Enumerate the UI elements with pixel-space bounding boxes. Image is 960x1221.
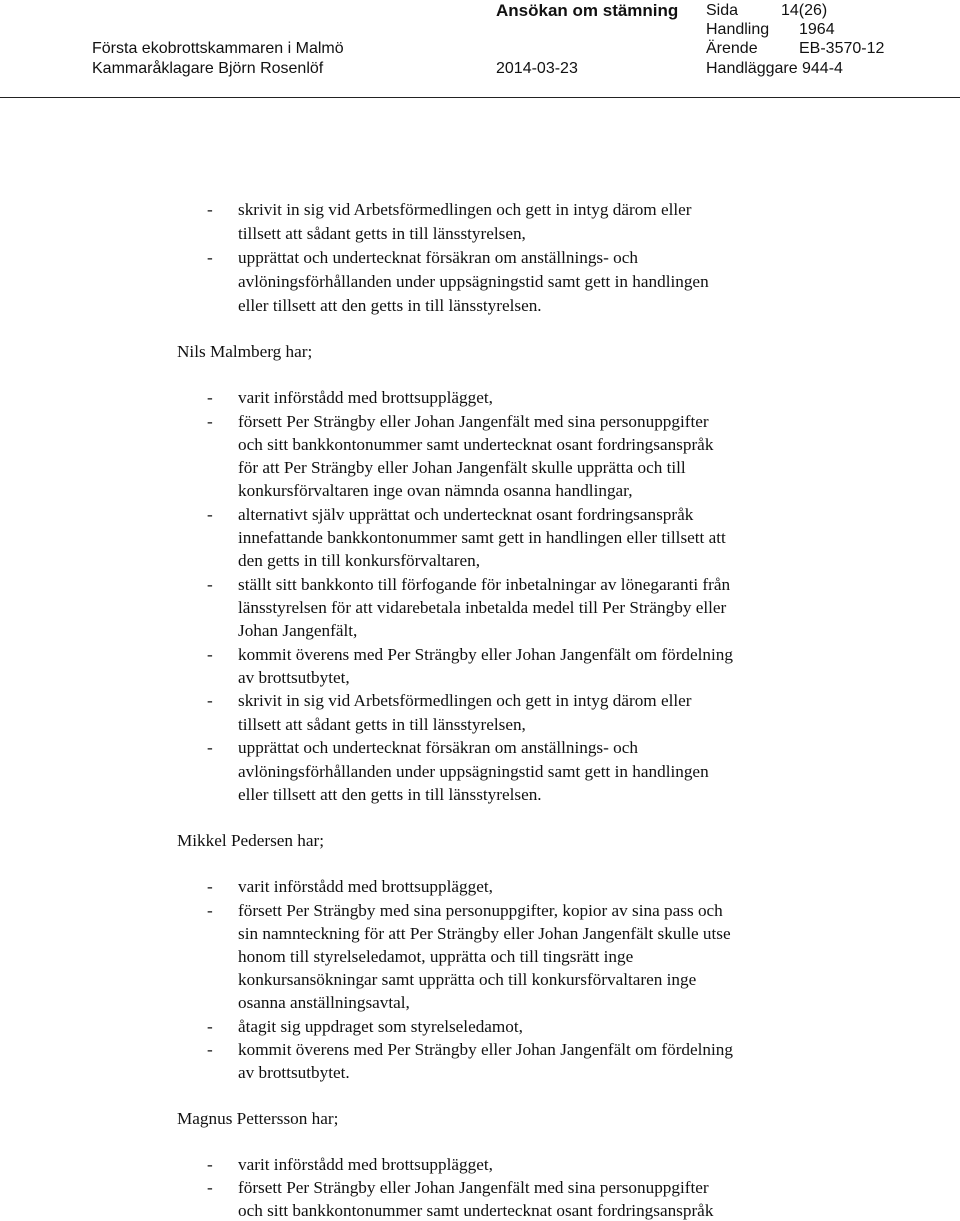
body-line: försett Per Strängby eller Johan Jangenfält med sina personuppgifter: [238, 1178, 709, 1197]
list-dash: -: [207, 1178, 213, 1197]
header-divider: [0, 97, 960, 98]
body-line: den getts in till konkursförvaltaren,: [238, 551, 481, 570]
body-line: avlöningsförhållanden under uppsägningstid samt gett in handlingen: [238, 272, 709, 291]
body-line: konkursförvaltaren inge ovan nämnda osanna handlingar,: [238, 481, 633, 500]
body-line: upprättat och undertecknat försäkran om anställnings- och: [238, 248, 638, 267]
body-line: varit införstådd med brottsupplägget,: [238, 877, 493, 896]
organization-name: Första ekobrottskammaren i Malmö: [92, 40, 344, 57]
list-dash: -: [207, 1155, 213, 1174]
body-line: varit införstådd med brottsupplägget,: [238, 1155, 493, 1174]
list-dash: -: [207, 1017, 213, 1036]
handling-number: 1964: [799, 21, 835, 38]
page-number: 14(26): [781, 2, 828, 19]
body-line: upprättat och undertecknat försäkran om anställnings- och: [238, 738, 638, 757]
person-heading: Nils Malmberg har;: [177, 342, 313, 361]
list-dash: -: [207, 200, 213, 219]
list-dash: -: [207, 645, 213, 664]
document-title: Ansökan om stämning: [496, 1, 679, 20]
list-dash: -: [207, 388, 213, 407]
list-dash: -: [207, 575, 213, 594]
body-line: länsstyrelsen för att vidarebetala inbetalda medel till Per Strängby eller: [238, 598, 727, 617]
body-line: tillsett att sådant getts in till länsstyrelsen,: [238, 715, 526, 734]
handling-label: Handling: [706, 21, 770, 38]
body-line: av brottsutbytet.: [238, 1063, 350, 1082]
case-number: EB-3570-12: [799, 40, 885, 57]
handler-label: Handläggare: [706, 60, 798, 77]
person-heading: Mikkel Pedersen har;: [177, 831, 325, 850]
body-line: av brottsutbytet,: [238, 668, 350, 687]
body-line: försett Per Strängby eller Johan Jangenfält med sina personuppgifter: [238, 412, 709, 431]
list-dash: -: [207, 877, 213, 896]
list-dash: -: [207, 412, 213, 431]
body-line: skrivit in sig vid Arbetsförmedlingen och gett in intyg därom eller: [238, 200, 692, 219]
body-line: innefattande bankkontonummer samt gett in handlingen eller tillsett att: [238, 528, 726, 547]
body-line: Johan Jangenfält,: [238, 621, 358, 640]
body-line: försett Per Strängby med sina personuppgifter, kopior av sina pass och: [238, 901, 723, 920]
body-line: eller tillsett att den getts in till länsstyrelsen.: [238, 296, 542, 315]
body-line: åtagit sig uppdraget som styrelseledamot,: [238, 1017, 523, 1036]
page-label: Sida: [706, 2, 739, 19]
body-line: eller tillsett att den getts in till länsstyrelsen.: [238, 785, 542, 804]
document-date: 2014-03-23: [496, 60, 578, 77]
list-dash: -: [207, 901, 213, 920]
body-line: osanna anställningsavtal,: [238, 993, 410, 1012]
body-line: varit införstådd med brottsupplägget,: [238, 388, 493, 407]
list-dash: -: [207, 248, 213, 267]
body-line: honom till styrelseledamot, upprätta och till tingsrätt inge: [238, 947, 634, 966]
body-line: skrivit in sig vid Arbetsförmedlingen och gett in intyg därom eller: [238, 691, 692, 710]
body-line: avlöningsförhållanden under uppsägningstid samt gett in handlingen: [238, 762, 709, 781]
list-dash: -: [207, 691, 213, 710]
body-line: ställt sitt bankkonto till förfogande för inbetalningar av lönegaranti från: [238, 575, 731, 594]
case-label: Ärende: [706, 40, 758, 57]
person-heading: Magnus Pettersson har;: [177, 1109, 339, 1128]
list-dash: -: [207, 1040, 213, 1059]
prosecutor-name: Kammaråklagare Björn Rosenlöf: [92, 60, 324, 77]
body-line: konkursansökningar samt upprätta och till konkursförvaltaren inge: [238, 970, 697, 989]
body-line: och sitt bankkontonummer samt undertecknat osant fordringsanspråk: [238, 435, 714, 454]
body-line: alternativt själv upprättat och undertecknat osant fordringsanspråk: [238, 505, 694, 524]
body-line: kommit överens med Per Strängby eller Johan Jangenfält om fördelning: [238, 645, 733, 664]
body-line: kommit överens med Per Strängby eller Johan Jangenfält om fördelning: [238, 1040, 733, 1059]
handler-number: 944-4: [802, 60, 843, 77]
body-line: för att Per Strängby eller Johan Jangenfält skulle upprätta och till: [238, 458, 686, 477]
body-line: tillsett att sådant getts in till länsstyrelsen,: [238, 224, 526, 243]
list-dash: -: [207, 738, 213, 757]
body-line: och sitt bankkontonummer samt undertecknat osant fordringsanspråk: [238, 1201, 714, 1220]
list-dash: -: [207, 505, 213, 524]
body-line: sin namnteckning för att Per Strängby eller Johan Jangenfält skulle utse: [238, 924, 731, 943]
